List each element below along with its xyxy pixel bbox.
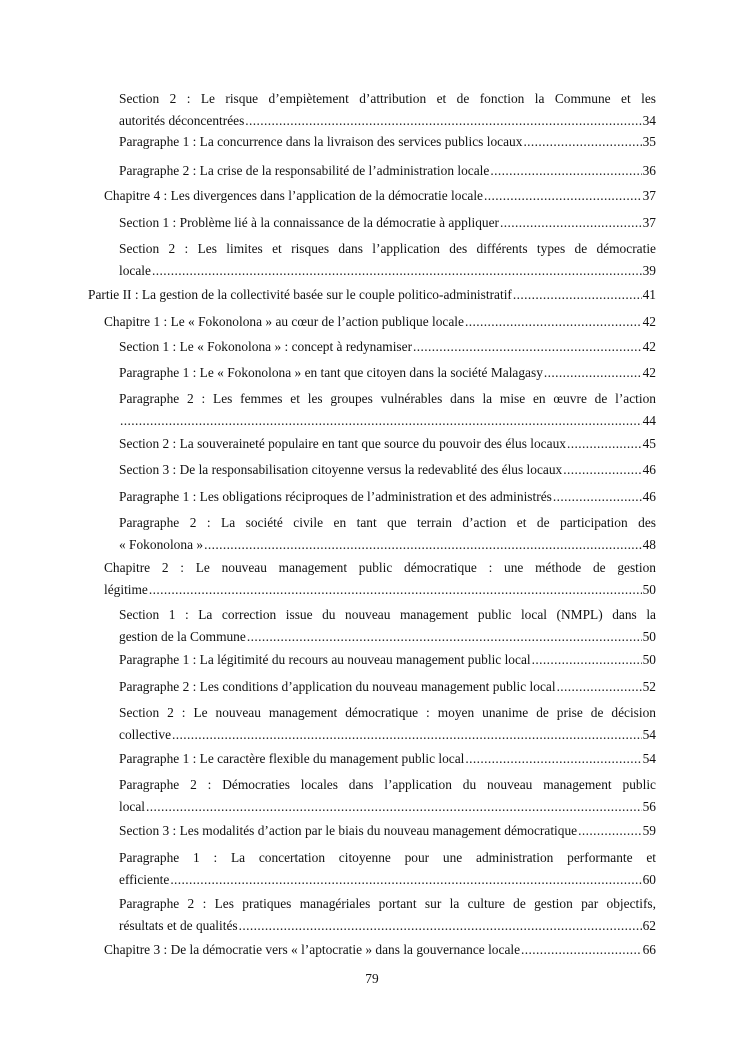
toc-entry[interactable] bbox=[119, 238, 656, 282]
toc-entry[interactable] bbox=[119, 486, 656, 508]
toc-entry-page: 62 bbox=[642, 918, 656, 933]
toc-entry-page: 35 bbox=[642, 134, 656, 149]
toc-entry-page: 37 bbox=[642, 188, 656, 203]
toc-entry-text: Partie II : La gestion de la collectivité basée sur le couple politico-administratif bbox=[88, 287, 512, 302]
toc-entry-text: Section 1 : La correction issue du nouveau management public local (NMPL) dans la bbox=[119, 607, 656, 622]
toc-entry-page: 39 bbox=[642, 263, 656, 278]
toc-entry[interactable] bbox=[119, 88, 656, 132]
dot-leader bbox=[465, 748, 641, 770]
toc-entry-text: Paragraphe 2 : La crise de la responsabilité de l’administration locale bbox=[119, 163, 490, 178]
toc-entry-text: Section 2 : La souveraineté populaire en tant que source du pouvoir des élus locaux bbox=[119, 436, 566, 451]
toc-entry-text: Chapitre 3 : De la démocratie vers « l’aptocratie » dans la gouvernance locale bbox=[104, 942, 521, 957]
toc-entry-text: Section 3 : De la responsabilisation citoyenne versus la redevablité des élus locaux bbox=[119, 462, 563, 477]
toc-entry[interactable] bbox=[119, 512, 656, 556]
dot-leader bbox=[557, 676, 642, 698]
dot-leader bbox=[413, 336, 642, 358]
toc-entry-page: 60 bbox=[642, 872, 656, 887]
toc-entry-text: Paragraphe 2 : Démocraties locales dans l’application du nouveau management public bbox=[119, 777, 656, 792]
toc-entry[interactable] bbox=[104, 939, 656, 961]
dot-leader bbox=[149, 579, 642, 601]
toc-entry[interactable] bbox=[119, 893, 656, 937]
toc-entry-text: Paragraphe 1 : Le « Fokonolona » en tant que citoyen dans la société Malagasy bbox=[119, 365, 543, 380]
toc-entry[interactable] bbox=[119, 433, 656, 455]
toc-entry-page: 36 bbox=[642, 163, 656, 178]
toc-entry[interactable] bbox=[104, 311, 656, 333]
toc-entry-text: résultats et de qualités bbox=[119, 918, 238, 933]
toc-entry[interactable] bbox=[119, 847, 656, 891]
dot-leader bbox=[521, 939, 642, 961]
toc-entry-text: Section 1 : Le « Fokonolona » : concept à redynamiser bbox=[119, 339, 413, 354]
dot-leader bbox=[578, 820, 641, 842]
toc-entry-page: 54 bbox=[642, 751, 656, 766]
toc-entry-text: Chapitre 4 : Les divergences dans l’application de la démocratie locale bbox=[104, 188, 484, 203]
toc-entry[interactable] bbox=[119, 702, 656, 746]
toc-entry[interactable] bbox=[119, 748, 656, 770]
toc-entry-text: Chapitre 1 : Le « Fokonolona » au cœur de l’action publique locale bbox=[104, 314, 464, 329]
dot-leader bbox=[152, 260, 642, 282]
toc-entry-page: 48 bbox=[642, 537, 656, 552]
dot-leader bbox=[563, 459, 641, 481]
dot-leader bbox=[532, 649, 642, 671]
toc-entry-text: Paragraphe 1 : La concurrence dans la livraison des services publics locaux bbox=[119, 134, 523, 149]
toc-entry-page: 66 bbox=[642, 942, 656, 957]
dot-leader bbox=[120, 410, 642, 432]
toc-entry[interactable] bbox=[104, 185, 656, 207]
toc-entry-text: Paragraphe 2 : Les femmes et les groupes vulnérables dans la mise en œuvre de l’action bbox=[119, 391, 656, 406]
toc-entry-text: autorités déconcentrées bbox=[119, 113, 245, 128]
toc-entry-page: 44 bbox=[642, 413, 656, 428]
toc-entry[interactable] bbox=[119, 336, 656, 358]
toc-entry-page: 37 bbox=[642, 215, 656, 230]
toc-entry-page: 50 bbox=[642, 629, 656, 644]
dot-leader bbox=[172, 724, 642, 746]
toc-entry[interactable] bbox=[119, 676, 656, 698]
toc-entry-text: gestion de la Commune bbox=[119, 629, 246, 644]
page-number: 79 bbox=[365, 971, 379, 986]
toc-entry-page: 50 bbox=[642, 582, 656, 597]
dot-leader bbox=[523, 131, 641, 153]
dot-leader bbox=[170, 869, 641, 891]
toc-entry-text: Section 1 : Problème lié à la connaissance de la démocratie à appliquer bbox=[119, 215, 499, 230]
toc-entry-text: Paragraphe 2 : Les pratiques managériales portant sur la culture de gestion par objectifs, bbox=[119, 896, 656, 911]
toc-entry-text: Section 2 : Les limites et risques dans l’application des différents types de démocratie bbox=[119, 241, 656, 256]
toc-entry-page: 45 bbox=[642, 436, 656, 451]
dot-leader bbox=[465, 311, 642, 333]
toc-entry-text: local bbox=[119, 799, 146, 814]
toc-entry-text: légitime bbox=[104, 582, 148, 597]
toc-entry-page: 54 bbox=[642, 727, 656, 742]
toc-entry[interactable] bbox=[119, 212, 656, 234]
toc-entry-text: « Fokonolona » bbox=[119, 537, 204, 552]
dot-leader bbox=[567, 433, 642, 455]
dot-leader bbox=[484, 185, 642, 207]
toc-entry-page: 59 bbox=[642, 823, 656, 838]
toc-entry-page: 50 bbox=[642, 652, 656, 667]
dot-leader bbox=[490, 160, 641, 182]
toc-entry-text: Paragraphe 2 : La société civile en tant que terrain d’action et de participation des bbox=[119, 515, 656, 530]
toc-entry-text: Paragraphe 1 : Le caractère flexible du management public local bbox=[119, 751, 465, 766]
toc-entry[interactable] bbox=[104, 557, 656, 601]
dot-leader bbox=[204, 534, 642, 556]
dot-leader bbox=[146, 796, 642, 818]
toc-entry-text: collective bbox=[119, 727, 172, 742]
toc-entry-text: Paragraphe 1 : La légitimité du recours au nouveau management public local bbox=[119, 652, 531, 667]
toc-entry-page: 42 bbox=[642, 365, 656, 380]
toc-entry[interactable] bbox=[119, 362, 656, 384]
toc-entry[interactable] bbox=[119, 388, 656, 432]
toc-entry-text: locale bbox=[119, 263, 151, 278]
toc-entry-text: Chapitre 2 : Le nouveau management public démocratique : une méthode de gestion bbox=[104, 560, 656, 575]
dot-leader bbox=[544, 362, 642, 384]
toc-entry-text: Paragraphe 1 : Les obligations réciproques de l’administration et des administrés bbox=[119, 489, 552, 504]
toc-entry-text: efficiente bbox=[119, 872, 170, 887]
dot-leader bbox=[245, 110, 641, 132]
toc-entry[interactable] bbox=[119, 160, 656, 182]
toc-entry-page: 56 bbox=[642, 799, 656, 814]
toc-entry[interactable] bbox=[119, 131, 656, 153]
toc-entry-text: Section 2 : Le risque d’empiètement d’attribution et de fonction la Commune et les bbox=[119, 91, 656, 106]
toc-entry-page: 42 bbox=[642, 339, 656, 354]
dot-leader bbox=[239, 915, 642, 937]
toc-entry[interactable] bbox=[88, 284, 656, 306]
dot-leader bbox=[500, 212, 642, 234]
toc-entry[interactable] bbox=[119, 649, 656, 671]
toc-entry-text: Paragraphe 2 : Les conditions d’application du nouveau management public local bbox=[119, 679, 556, 694]
toc-entry-text: Section 3 : Les modalités d’action par le biais du nouveau management démocratique bbox=[119, 823, 578, 838]
dot-leader bbox=[513, 284, 642, 306]
toc-entry-page: 46 bbox=[642, 489, 656, 504]
toc-entry-text: Section 2 : Le nouveau management démocratique : moyen unanime de prise de décision bbox=[119, 705, 656, 720]
toc-entry-page: 52 bbox=[642, 679, 656, 694]
toc-entry[interactable] bbox=[119, 459, 656, 481]
toc-entry[interactable] bbox=[119, 604, 656, 648]
dot-leader bbox=[247, 626, 642, 648]
toc-entry-page: 46 bbox=[642, 462, 656, 477]
toc-entry[interactable] bbox=[119, 820, 656, 842]
toc-entry-page: 34 bbox=[642, 113, 656, 128]
toc-entry-page: 42 bbox=[642, 314, 656, 329]
dot-leader bbox=[553, 486, 642, 508]
toc-entry-page: 41 bbox=[642, 287, 656, 302]
toc-entry[interactable] bbox=[119, 774, 656, 818]
toc-entry-text: Paragraphe 1 : La concertation citoyenne pour une administration performante et bbox=[119, 850, 656, 865]
